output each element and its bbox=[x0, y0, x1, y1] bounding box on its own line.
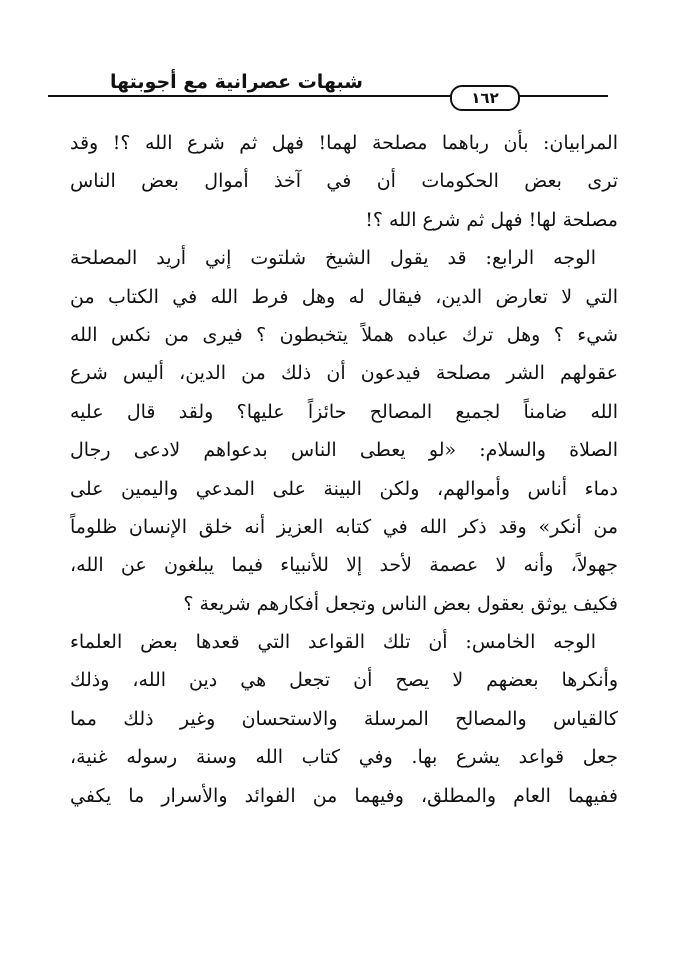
text-line: الصلاة والسلام: «لو يعطى الناس بدعواهم لادعى رجال bbox=[70, 439, 618, 462]
book-title: شبهات عصرانية مع أجوبتها bbox=[110, 71, 363, 93]
paragraph-start-line: الوجه الخامس: أن تلك القواعد التي قعدها بعض العلماء bbox=[70, 631, 596, 654]
text-line: شيء ؟ وهل ترك عباده هملاً يتخبطون ؟ فيرى من نكس الله bbox=[70, 323, 618, 346]
body-text bbox=[70, 124, 618, 815]
text-line: عقولهم الشر مصلحة فيدعون أن ذلك من الدين، أليس شرع bbox=[70, 362, 618, 385]
text-line: ففيهما العام والمطلق، وفيهما من الفوائد والأسرار ما يكفي bbox=[70, 784, 618, 807]
paragraph-start-line: الوجه الرابع: قد يقول الشيخ شلتوت إني أريد المصلحة bbox=[70, 247, 596, 270]
text-line: التي لا تعارض الدين، فيقال له وهل فرط الله في الكتاب من bbox=[70, 285, 618, 308]
text-line: مصلحة لها! فهل ثم شرع الله ؟! bbox=[365, 208, 618, 231]
text-line: كالقياس والمصالح المرسلة والاستحسان وغير ذلك مما bbox=[70, 707, 618, 730]
text-line: جهولاً، وأنه لا عصمة لأحد إلا للأنبياء فيما يبلغون عن الله، bbox=[70, 554, 618, 577]
running-header bbox=[48, 64, 608, 112]
text-line: ترى بعض الحكومات أن في آخذ أموال بعض الناس bbox=[70, 170, 618, 193]
text-line: الله ضامناً لجميع المصالح حائزاً عليها؟ ولقد قال عليه bbox=[70, 400, 618, 423]
text-line: المرابيان: بأن رباهما مصلحة لهما! فهل ثم شرع الله ؟! وقد bbox=[70, 132, 618, 154]
text-line: دماء أناس وأموالهم، ولكن البينة على المدعي واليمين على bbox=[70, 477, 618, 500]
text-line: وأنكرها بعضهم لا يصح أن تجعل هي دين الله، وذلك bbox=[70, 669, 618, 692]
header-rule bbox=[48, 95, 608, 97]
text-line: من أنكر» وقد ذكر الله في كتابه العزيز أنه خلق الإنسان ظلوماً bbox=[70, 515, 618, 538]
text-line: جعل قواعد يشرع بها. وفي كتاب الله وسنة رسوله غنية، bbox=[70, 746, 618, 769]
page-number: ١٦٢ bbox=[450, 85, 520, 111]
text-line: فكيف يوثق بعقول بعض الناس وتجعل أفكارهم شريعة ؟ bbox=[183, 592, 618, 615]
